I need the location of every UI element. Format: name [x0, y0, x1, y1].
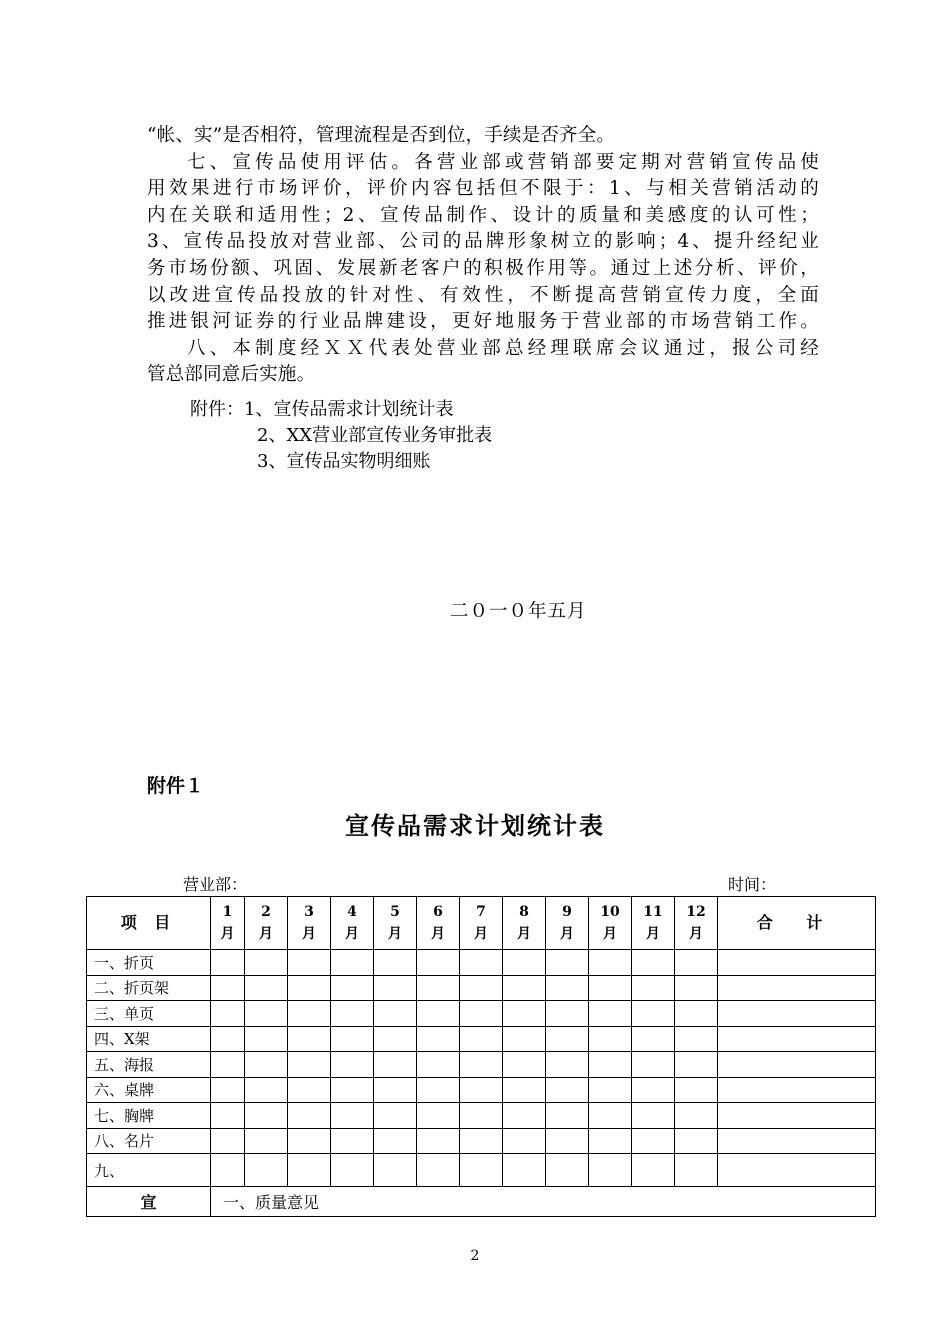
table-cell: [632, 1001, 675, 1027]
table-cell: [417, 1052, 460, 1078]
table-cell: [503, 1077, 546, 1103]
row-label: 六、桌牌: [87, 1077, 211, 1103]
paragraph-line: 管总部同意后实施。: [147, 364, 316, 386]
month-column-header: [374, 897, 417, 950]
table-cell: [331, 1052, 374, 1078]
table-cell: [589, 1128, 632, 1154]
table-cell: [211, 1103, 245, 1129]
table-cell: [503, 950, 546, 976]
table-cell: [503, 1026, 546, 1052]
table-cell: [632, 975, 675, 1001]
table-cell: [632, 1077, 675, 1103]
table-cell: [503, 1154, 546, 1187]
table-cell: [331, 1077, 374, 1103]
table-cell: [288, 1077, 331, 1103]
plan-table: [86, 896, 876, 1217]
table-cell: [245, 975, 288, 1001]
month-column-header: [632, 897, 675, 950]
table-row: [87, 1154, 876, 1187]
table-cell: [503, 1001, 546, 1027]
attachment-item: 3、宣传品实物明细账: [257, 451, 431, 472]
table-cell: [374, 1077, 417, 1103]
page-number: 2: [470, 1248, 480, 1264]
table-cell: [503, 1103, 546, 1129]
table-row: [87, 950, 876, 976]
table-cell: [675, 1128, 718, 1154]
row-label: 九、: [87, 1154, 211, 1187]
row-label: 宣: [87, 1187, 211, 1217]
table-cell: [245, 1077, 288, 1103]
table-cell: [331, 1128, 374, 1154]
table-cell: [589, 1103, 632, 1129]
table-cell: [245, 1026, 288, 1052]
table-cell: [675, 1077, 718, 1103]
table-cell: [718, 1128, 876, 1154]
table-row: [87, 1026, 876, 1052]
table-cell: [589, 1077, 632, 1103]
table-cell: [675, 1026, 718, 1052]
table-cell: [632, 1103, 675, 1129]
table-cell: [460, 1128, 503, 1154]
month-number: 12: [686, 904, 706, 920]
table-cell: [460, 975, 503, 1001]
table-cell: [675, 950, 718, 976]
paragraph-line: 推进银河证券的行业品牌建设，更好地服务于营业部的市场营销工作。: [147, 311, 819, 333]
table-row: [87, 1052, 876, 1078]
table-cell: [374, 1103, 417, 1129]
table-cell: [675, 1103, 718, 1129]
table-cell: [546, 950, 589, 976]
table-cell: [374, 950, 417, 976]
month-number: 10: [600, 904, 620, 920]
table-cell: [211, 1128, 245, 1154]
month-unit: 月: [431, 926, 445, 942]
table-header-row: [87, 897, 876, 950]
row-label: 七、胸牌: [87, 1103, 211, 1129]
table-cell: [718, 1103, 876, 1129]
table-cell: [288, 975, 331, 1001]
table-cell: [546, 1154, 589, 1187]
row-label: 四、X架: [87, 1026, 211, 1052]
attachment-item: 1、宣传品需求计划统计表: [244, 399, 454, 420]
table-row: [87, 1001, 876, 1027]
table-cell: [460, 1026, 503, 1052]
table-cell: [460, 1077, 503, 1103]
month-number: 7: [476, 904, 486, 920]
quality-opinion: 一、质量意见: [211, 1187, 876, 1217]
table-cell: [374, 1128, 417, 1154]
month-unit: 月: [345, 926, 359, 942]
row-label: 三、单页: [87, 1001, 211, 1027]
time-label: 时间：: [728, 875, 777, 894]
table-cell: [589, 1001, 632, 1027]
table-cell: [331, 950, 374, 976]
total-column-header: 合 计: [718, 897, 876, 950]
table-row: [87, 1103, 876, 1129]
table-cell: [245, 1103, 288, 1129]
table-cell: [211, 975, 245, 1001]
month-number: 11: [643, 904, 663, 920]
table-cell: [331, 1026, 374, 1052]
table-cell: [374, 1026, 417, 1052]
table-cell: [546, 1052, 589, 1078]
table-cell: [632, 1154, 675, 1187]
table-cell: [589, 1026, 632, 1052]
table-cell: [288, 1103, 331, 1129]
table-cell: [503, 1052, 546, 1078]
table-cell: [675, 1001, 718, 1027]
month-unit: 月: [560, 926, 574, 942]
month-unit: 月: [646, 926, 660, 942]
table-cell: [718, 1077, 876, 1103]
paragraph-line: 以改进宣传品投放的针对性、有效性，不断提高营销宣传力度，全面: [147, 284, 819, 306]
body-text: [147, 123, 819, 389]
table-cell: [546, 1103, 589, 1129]
month-column-header: [589, 897, 632, 950]
month-number: 3: [304, 904, 314, 920]
attachment-list: [190, 397, 492, 475]
table-cell: [675, 1154, 718, 1187]
table-cell: [503, 975, 546, 1001]
table-cell: [288, 1052, 331, 1078]
item-column-header: 项 目: [87, 897, 211, 950]
table-row: [87, 975, 876, 1001]
table-cell: [245, 950, 288, 976]
table-cell: [417, 1154, 460, 1187]
table-cell: [288, 1154, 331, 1187]
table-cell: [417, 1026, 460, 1052]
month-column-header: [417, 897, 460, 950]
table-cell: [589, 950, 632, 976]
table-cell: [718, 1001, 876, 1027]
table-cell: [331, 1001, 374, 1027]
table-cell: [211, 1001, 245, 1027]
paragraph-line: “帐、实”是否相符，管理流程是否到位，手续是否齐全。: [147, 125, 616, 146]
table-cell: [245, 1001, 288, 1027]
table-cell: [460, 950, 503, 976]
row-label: 一、折页: [87, 950, 211, 976]
month-column-header: [503, 897, 546, 950]
month-column-header: [546, 897, 589, 950]
table-title: 宣传品需求计划统计表: [345, 811, 605, 840]
month-number: 6: [433, 904, 443, 920]
month-unit: 月: [302, 926, 316, 942]
table-cell: [546, 1077, 589, 1103]
table-cell: [288, 1026, 331, 1052]
table-cell: [245, 1154, 288, 1187]
table-cell: [211, 950, 245, 976]
month-unit: 月: [220, 926, 235, 942]
table-cell: [589, 1052, 632, 1078]
paragraph-line: 3、宣传品投放对营业部、公司的品牌形象树立的影响；4、提升经纪业: [147, 231, 819, 253]
paragraph-line: 用效果进行市场评价，评价内容包括但不限于：1、与相关营销活动的: [147, 178, 819, 200]
table-cell: [417, 950, 460, 976]
table-cell: [546, 1001, 589, 1027]
table-cell: [245, 1052, 288, 1078]
month-column-header: [675, 897, 718, 950]
month-unit: 月: [388, 926, 402, 942]
table-cell: [589, 975, 632, 1001]
paragraph-line: 七、宣传品使用评估。各营业部或营销部要定期对营销宣传品使: [187, 151, 819, 173]
table-cell: [288, 1001, 331, 1027]
attachment-item: 2、XX营业部宣传业务审批表: [257, 425, 493, 446]
month-column-header: [331, 897, 374, 950]
table-cell: [288, 950, 331, 976]
table-cell: [718, 1052, 876, 1078]
table-cell: [632, 1128, 675, 1154]
table-cell: [546, 1026, 589, 1052]
month-number: 8: [519, 904, 529, 920]
table-cell: [417, 1128, 460, 1154]
month-unit: 月: [603, 926, 617, 942]
table-cell: [589, 1154, 632, 1187]
table-cell: [632, 1026, 675, 1052]
table-cell: [331, 1154, 374, 1187]
attachment-prefix: 附件：: [190, 399, 244, 420]
department-label: 营业部：: [183, 875, 248, 894]
table-cell: [417, 1001, 460, 1027]
month-column-header: [245, 897, 288, 950]
table-cell: [245, 1128, 288, 1154]
month-number: 1: [222, 904, 233, 920]
table-cell: [211, 1077, 245, 1103]
month-unit: 月: [517, 926, 531, 942]
table-row: [87, 1128, 876, 1154]
appendix-label: 附件１: [147, 775, 205, 797]
month-column-header: [211, 897, 245, 950]
month-unit: 月: [689, 926, 703, 942]
month-column-header: [460, 897, 503, 950]
table-cell: [374, 1154, 417, 1187]
month-number: 4: [347, 904, 357, 920]
row-label: 二、折页架: [87, 975, 211, 1001]
table-cell: [331, 1103, 374, 1129]
month-number: 2: [261, 904, 271, 920]
table-cell: [374, 1052, 417, 1078]
table-cell: [211, 1052, 245, 1078]
table-cell: [417, 1103, 460, 1129]
document-date: 二０一０年五月: [450, 601, 587, 622]
table-cell: [374, 975, 417, 1001]
table-cell: [211, 1026, 245, 1052]
table-cell: [718, 950, 876, 976]
month-unit: 月: [259, 926, 273, 942]
table-cell: [675, 975, 718, 1001]
row-label: 五、海报: [87, 1052, 211, 1078]
table-cell: [718, 1026, 876, 1052]
table-cell: [546, 975, 589, 1001]
table-cell: [460, 1001, 503, 1027]
table-cell: [718, 1154, 876, 1187]
month-unit: 月: [474, 926, 488, 942]
table-cell: [460, 1052, 503, 1078]
table-cell: [211, 1154, 245, 1187]
table-cell: [417, 975, 460, 1001]
table-cell: [632, 1052, 675, 1078]
table-cell: [460, 1103, 503, 1129]
table-cell: [331, 975, 374, 1001]
table-cell: [632, 950, 675, 976]
table-cell: [546, 1128, 589, 1154]
paragraph-line: 八、本制度经ＸＸ代表处营业部总经理联席会议通过，报公司经: [187, 337, 819, 359]
paragraph-line: 内在关联和适用性；2、宣传品制作、设计的质量和美感度的认可性；: [147, 204, 819, 226]
table-cell: [460, 1154, 503, 1187]
table-cell: [675, 1052, 718, 1078]
table-cell: [417, 1077, 460, 1103]
quality-row: [87, 1187, 876, 1217]
month-number: 5: [390, 904, 400, 920]
row-label: 八、名片: [87, 1128, 211, 1154]
month-number: 9: [562, 904, 572, 920]
table-cell: [718, 975, 876, 1001]
paragraph-line: 务市场份额、巩固、发展新老客户的积极作用等。通过上述分析、评价，: [147, 257, 819, 279]
table-row: [87, 1077, 876, 1103]
table-cell: [374, 1001, 417, 1027]
table-cell: [288, 1128, 331, 1154]
table-cell: [503, 1128, 546, 1154]
month-column-header: [288, 897, 331, 950]
